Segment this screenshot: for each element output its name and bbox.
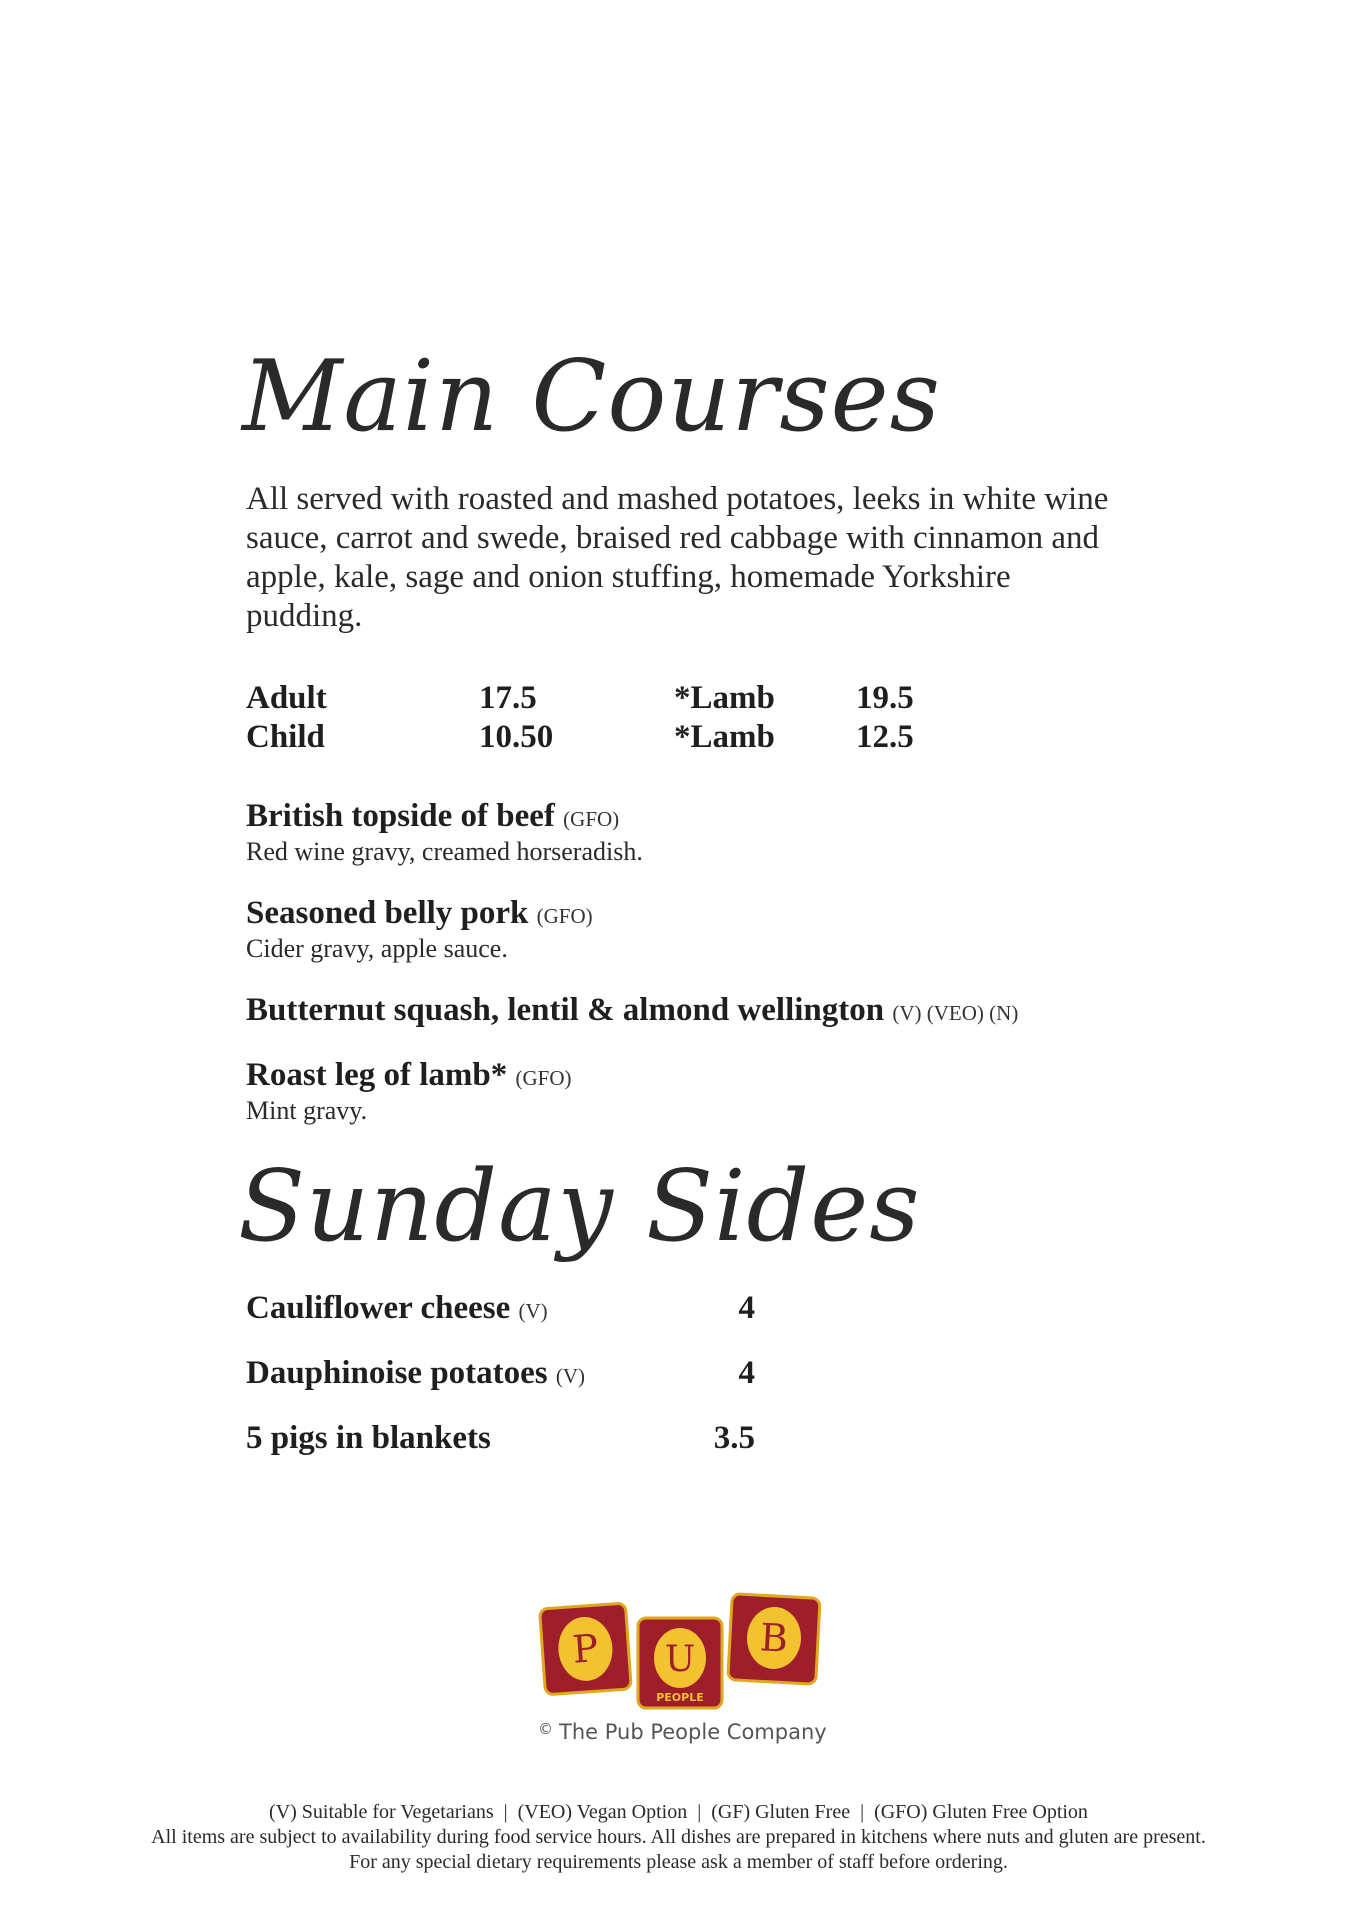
- side-item: [246, 1420, 491, 1457]
- main-courses-intro: All served with roasted and mashed potatoes, leeks in white wine sauce, carrot and swede, braised red cabbage with cinnamon and apple, kale, sage and onion stuffing, homemade Yorkshire pudding.: [246, 481, 1109, 634]
- svg-text:U: U: [664, 1639, 696, 1680]
- company-name: [538, 1720, 827, 1744]
- dietary-legend: (V) Suitable for Vegetarians | (VEO) Vegan Option | (GF) Gluten Free | (GFO) Gluten Free Option: [269, 1801, 1088, 1823]
- dish-wellington: [246, 992, 1018, 1029]
- copyright-symbol: ©: [538, 1720, 553, 1738]
- logo-tile-p: [540, 1603, 632, 1695]
- price-label: Adult: [246, 680, 327, 716]
- side-item: [246, 1290, 548, 1327]
- side-name: Dauphinoise potatoes: [246, 1355, 548, 1391]
- lamb-label: *Lamb: [674, 719, 775, 755]
- price-label: Child: [246, 719, 325, 755]
- logo-tile-u: [638, 1618, 722, 1708]
- dish-beef: [246, 798, 643, 867]
- dish-pork: [246, 895, 593, 964]
- dish-name: Butternut squash, lentil & almond wellington: [246, 992, 885, 1028]
- side-price: 3.5: [713, 1420, 755, 1456]
- svg-text:PEOPLE: PEOPLE: [656, 1691, 704, 1704]
- lamb-price: 12.5: [856, 719, 914, 755]
- side-tags: (V): [555, 1364, 586, 1388]
- side-name: Cauliflower cheese: [246, 1290, 511, 1326]
- side-price: 4: [738, 1290, 755, 1326]
- dish-name: Seasoned belly pork: [246, 895, 529, 931]
- pub-people-logo: [536, 1588, 826, 1718]
- side-name: 5 pigs in blankets: [246, 1420, 491, 1456]
- dish-name: British topside of beef: [246, 798, 555, 834]
- availability-note: All items are subject to availability during food service hours. All dishes are prepared in kitchens where nuts and gluten are present.: [151, 1826, 1206, 1848]
- dish-description: Mint gravy.: [246, 1096, 368, 1125]
- dietary-note: For any special dietary requirements please ask a member of staff before ordering.: [349, 1851, 1008, 1873]
- dish-tags: (GFO): [536, 904, 593, 928]
- main-courses-heading: Main Courses: [242, 340, 941, 454]
- dish-tags: (GFO): [515, 1066, 572, 1090]
- logo-tile-b: [728, 1594, 820, 1684]
- lamb-label: *Lamb: [674, 680, 775, 716]
- sunday-sides-heading: Sunday Sides: [238, 1150, 921, 1264]
- dish-description: Red wine gravy, creamed horseradish.: [246, 837, 643, 866]
- svg-text:P: P: [571, 1626, 600, 1672]
- side-tags: (V): [518, 1299, 548, 1323]
- dish-tags: (V) (VEO) (N): [892, 1001, 1019, 1025]
- company-label: The Pub People Company: [559, 1720, 827, 1744]
- side-item: [246, 1355, 585, 1392]
- dish-description: Cider gravy, apple sauce.: [246, 934, 508, 963]
- dish-name: Roast leg of lamb*: [246, 1057, 508, 1093]
- svg-text:B: B: [758, 1615, 790, 1661]
- dish-tags: (GFO): [563, 807, 620, 831]
- dish-lamb: [246, 1057, 571, 1126]
- price-value: 10.50: [479, 719, 554, 755]
- side-price: 4: [738, 1355, 755, 1391]
- price-value: 17.5: [479, 680, 537, 716]
- lamb-price: 19.5: [856, 680, 914, 716]
